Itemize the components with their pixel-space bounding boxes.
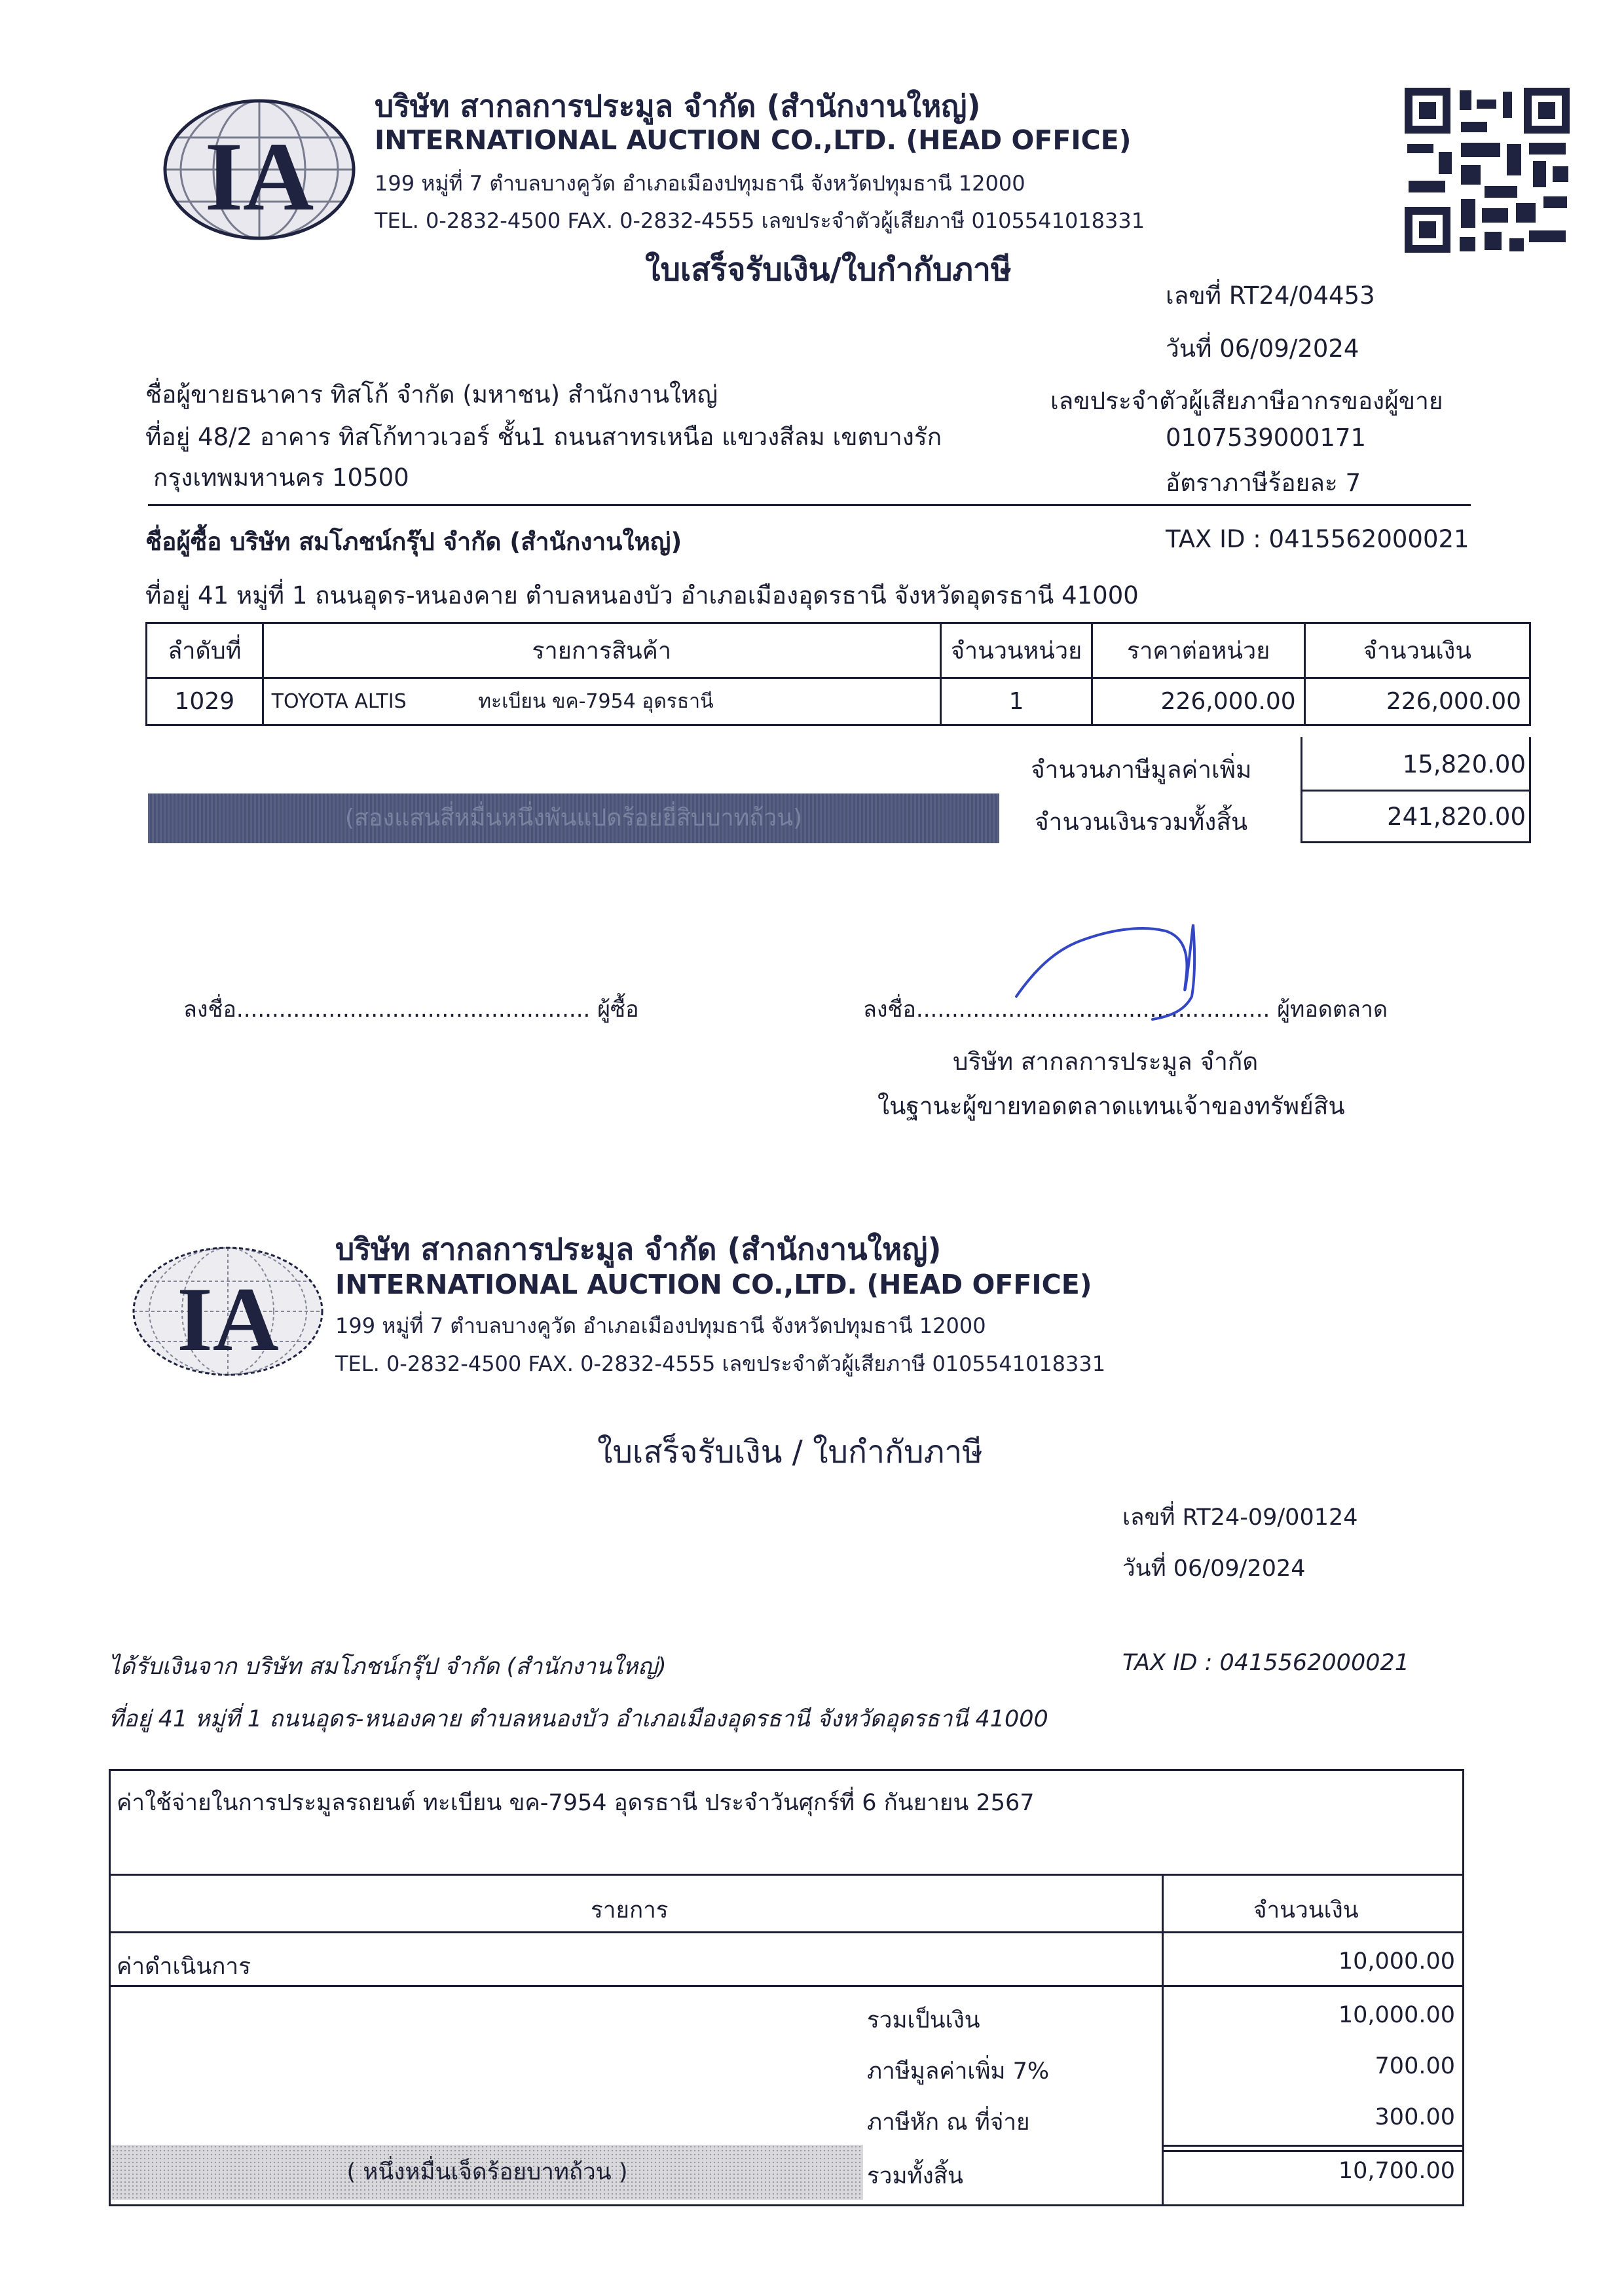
col-header-amount: จำนวนเงิน	[1304, 623, 1530, 678]
amount-in-words-band: ( หนึ่งหมื่นเจ็ดร้อยบาทถ้วน )	[111, 2145, 863, 2200]
divider	[109, 1874, 1464, 1876]
invoice1-title: ใบเสร็จรับเงิน/ใบกำกับภาษี	[645, 251, 1012, 288]
invoice2-number: เลขที่ RT24-09/00124	[1122, 1504, 1358, 1531]
col-header-item: รายการ	[591, 1897, 669, 1923]
col-header-no: ลำดับที่	[147, 623, 263, 678]
invoice2-title: ใบเสร็จรับเงิน / ใบกำกับภาษี	[597, 1434, 983, 1470]
total-value: 241,820.00	[1387, 803, 1526, 831]
invoice2-date: วันที่ 06/09/2024	[1122, 1556, 1306, 1582]
row-unit-price: 226,000.00	[1092, 678, 1304, 725]
logo-text: IA	[177, 1269, 279, 1370]
seller-address-line2: กรุงเทพมหานคร 10500	[153, 464, 409, 492]
withholding-value: 300.00	[1375, 2104, 1455, 2130]
buyer-signature-line: ลงชื่อ.................................................. ผู้ซื้อ	[183, 996, 639, 1023]
divider	[148, 504, 1471, 506]
company-logo	[162, 98, 356, 241]
logo-text: IA	[204, 122, 314, 231]
divider	[1162, 1874, 1164, 2204]
divider	[1162, 2150, 1463, 2152]
total-value: 10,700.00	[1338, 2158, 1455, 2184]
company-name-thai: บริษัท สากลการประมูล จำกัด (สำนักงานใหญ่)	[375, 88, 981, 124]
invoice1-number: เลขที่ RT24/04453	[1166, 282, 1375, 310]
row-item-name: TOYOTA ALTIS	[271, 690, 407, 713]
receipt-table	[109, 1769, 1464, 2206]
col-header-unit-price: ราคาต่อหน่วย	[1092, 623, 1304, 678]
handwritten-signature	[1008, 911, 1205, 1029]
vat-label: ภาษีมูลค่าเพิ่ม 7%	[867, 2058, 1050, 2085]
items-table	[145, 622, 1531, 726]
row-item	[263, 678, 940, 725]
amount-in-words-band: (สองแสนสี่หมื่นหนึ่งพันแปดร้อยยี่สิบบาทถ้วน)	[148, 793, 999, 843]
divider	[109, 1985, 1464, 1987]
invoice1-date: วันที่ 06/09/2024	[1166, 335, 1359, 363]
withholding-label: ภาษีหัก ณ ที่จ่าย	[867, 2109, 1030, 2136]
vat-value: 15,820.00	[1402, 750, 1526, 778]
buyer-address: ที่อยู่ 41 หมู่ที่ 1 ถนนอุดร-หนองคาย ตำบลหนองบัว อำเภอเมืองอุดรธานี จังหวัดอุดรธานี 41000	[145, 581, 1139, 610]
company-address: 199 หมู่ที่ 7 ตำบลบางคูวัด อำเภอเมืองปทุมธานี จังหวัดปทุมธานี 12000	[375, 171, 1025, 196]
divider	[109, 1931, 1464, 1933]
company-address: 199 หมู่ที่ 7 ตำบลบางคูวัด อำเภอเมืองปทุมธานี จังหวัดปทุมธานี 12000	[335, 1313, 986, 1338]
line-amount: 10,000.00	[1338, 1948, 1455, 1975]
row-amount: 226,000.00	[1304, 678, 1530, 725]
company-name-english: INTERNATIONAL AUCTION CO.,LTD. (HEAD OFFICE)	[335, 1269, 1092, 1300]
line-item: ค่าดำเนินการ	[117, 1954, 251, 1980]
col-header-qty: จำนวนหน่วย	[940, 623, 1092, 678]
row-qty: 1	[940, 678, 1092, 725]
company-name-thai: บริษัท สากลการประมูล จำกัด (สำนักงานใหญ่)	[335, 1231, 942, 1267]
qr-code	[1405, 88, 1570, 253]
vat-label: จำนวนภาษีมูลค่าเพิ่ม	[1031, 756, 1252, 784]
row-item-plate: ทะเบียน ขค-7954 อุดรธานี	[478, 690, 714, 713]
subtotal-value: 10,000.00	[1338, 2002, 1455, 2028]
company-name-english: INTERNATIONAL AUCTION CO.,LTD. (HEAD OFFICE)	[375, 124, 1132, 156]
total-label: รวมทั้งสิ้น	[867, 2163, 963, 2189]
auctioneer-role: ในฐานะผู้ขายทอดตลาดแทนเจ้าของทรัพย์สิน	[877, 1092, 1345, 1120]
table-row	[147, 678, 1530, 725]
seller-taxid-label: เลขประจำตัวผู้เสียภาษีอากรของผู้ขาย	[1050, 387, 1443, 415]
seller-taxid: 0107539000171	[1166, 424, 1367, 452]
seller-name: ชื่อผู้ขายธนาคาร ทิสโก้ จำกัด (มหาชน) สำนักงานใหญ่	[145, 380, 718, 409]
seller-address-line1: ที่อยู่ 48/2 อาคาร ทิสโก้ทาวเวอร์ ชั้น1 ถนนสาทรเหนือ แขวงสีลม เขตบางรัก	[145, 423, 942, 451]
company-contact: TEL. 0-2832-4500 FAX. 0-2832-4555 เลขประจำตัวผู้เสียภาษี 0105541018331	[375, 208, 1145, 233]
tax-rate: อัตราภาษีร้อยละ 7	[1166, 469, 1361, 497]
row-no: 1029	[147, 678, 263, 725]
seller-signature-line: ลงชื่อ.................................................. ผู้ทอดตลาด	[863, 996, 1388, 1023]
company-logo	[131, 1245, 325, 1377]
col-header-item: รายการสินค้า	[263, 623, 940, 678]
divider	[1162, 2145, 1463, 2147]
company-contact: TEL. 0-2832-4500 FAX. 0-2832-4555 เลขประจำตัวผู้เสียภาษี 0105541018331	[335, 1351, 1106, 1376]
col-header-amount: จำนวนเงิน	[1253, 1897, 1359, 1923]
invoice2-address: ที่อยู่ 41 หมู่ที่ 1 ถนนอุดร-หนองคาย ตำบลหนองบัว อำเภอเมืองอุดรธานี จังหวัดอุดรธานี 41000	[109, 1706, 1048, 1732]
total-label: จำนวนเงินรวมทั้งสิ้น	[1035, 808, 1248, 836]
buyer-taxid: TAX ID : 0415562000021	[1166, 525, 1469, 553]
received-from: ได้รับเงินจาก บริษัท สมโภชน์กรุ๊ป จำกัด (สำนักงานใหญ่)	[109, 1654, 667, 1680]
buyer-name: ชื่อผู้ซื้อ บริษัท สมโภชน์กรุ๊ป จำกัด (สำนักงานใหญ่)	[145, 528, 682, 556]
receipt-description: ค่าใช้จ่ายในการประมูลรถยนต์ ทะเบียน ขค-7954 อุดรธานี ประจำวันศุกร์ที่ 6 กันยายน 2567	[117, 1790, 1035, 1816]
vat-value: 700.00	[1375, 2053, 1455, 2079]
auctioneer-company: บริษัท สากลการประมูล จำกัด	[953, 1048, 1259, 1076]
subtotal-label: รวมเป็นเงิน	[867, 2007, 980, 2033]
invoice2-taxid: TAX ID : 0415562000021	[1122, 1650, 1410, 1676]
